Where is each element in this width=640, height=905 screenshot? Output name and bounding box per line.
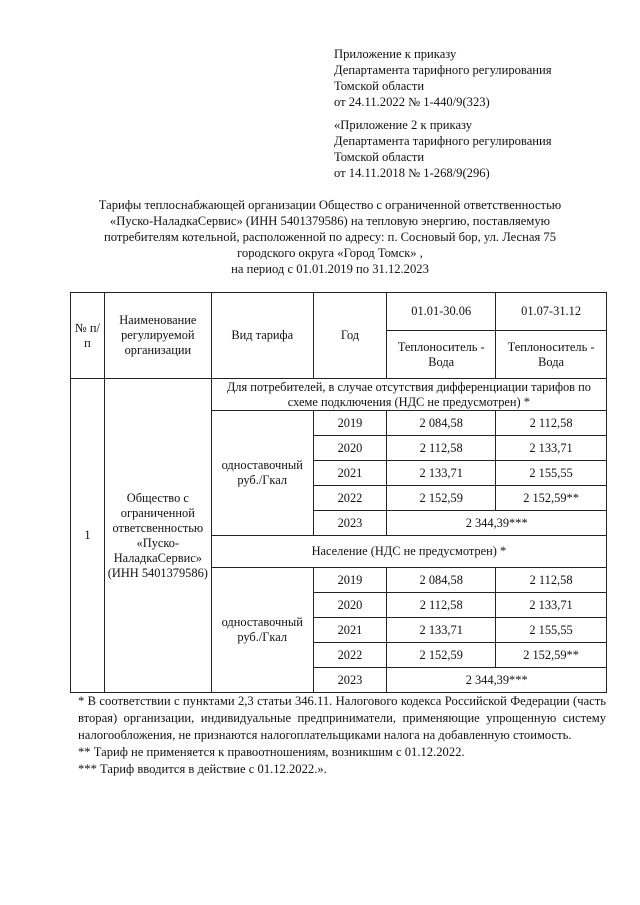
value-cell: 2 133,71 (387, 461, 496, 486)
year-cell: 2023 (313, 668, 387, 693)
value-cell: 2 112,58 (496, 568, 607, 593)
value-cell: 2 152,59 (387, 643, 496, 668)
footnote: * В соответствии с пунктами 2,3 статьи 346.11. Налогового кодекса Российской Федерации (часть вторая) организации, индивидуальные предприниматели, применяющие упрощенную систему налогообложения, не признаются налогоплательщиками налога на добавленную стоимость. (78, 694, 606, 742)
value-cell: 2 155,55 (496, 461, 607, 486)
line: Департамента тарифного регулирования (334, 134, 552, 148)
header-period-1: 01.01-30.06 (387, 293, 496, 331)
value-cell: 2 133,71 (496, 436, 607, 461)
line: Томской области (334, 79, 425, 93)
document-title (40, 197, 620, 277)
value-cell: 2 112,58 (387, 593, 496, 618)
footnotes (78, 693, 606, 778)
value-cell: 2 344,39*** (387, 511, 607, 536)
header-carrier-1: Теплоноситель - Вода (387, 331, 496, 379)
year-cell: 2022 (313, 643, 387, 668)
value-cell: 2 152,59** (496, 643, 607, 668)
tariff-type: одноставочный руб./Гкал (211, 411, 313, 536)
header-carrier-2: Теплоноситель - Вода (496, 331, 607, 379)
header-type: Вид тарифа (211, 293, 313, 379)
value-cell: 2 084,58 (387, 568, 496, 593)
tariff-type: одноставочный руб./Гкал (211, 568, 313, 693)
line: от 14.11.2018 № 1-268/9(296) (334, 166, 490, 180)
line: Томской области (334, 150, 425, 164)
header-org: Наименование регулируемой организации (104, 293, 211, 379)
year-cell: 2023 (313, 511, 387, 536)
value-cell: 2 112,58 (387, 436, 496, 461)
line: от 24.11.2022 № 1-440/9(323) (334, 95, 490, 109)
line: «Приложение 2 к приказу (334, 118, 473, 132)
value-cell: 2 152,59 (387, 486, 496, 511)
year-cell: 2022 (313, 486, 387, 511)
header-period-2: 01.07-31.12 (496, 293, 607, 331)
value-cell: 2 112,58 (496, 411, 607, 436)
header-year: Год (313, 293, 387, 379)
value-cell: 2 133,71 (496, 593, 607, 618)
title-line: «Пуско-НаладкаСервис» (ИНН 5401379586) на тепловую энергию, поставляемую (109, 214, 551, 228)
value-cell: 2 344,39*** (387, 668, 607, 693)
section-label: Для потребителей, в случае отсутствия дифференциации тарифов по схеме подключения (НДС не предусмотрен) * (211, 379, 606, 411)
title-line: городского округа «Город Томск» , (237, 246, 423, 260)
value-cell: 2 084,58 (387, 411, 496, 436)
value-cell: 2 133,71 (387, 618, 496, 643)
org-name: Общество с ограниченной ответсвенностью «Пуско-НаладкаСервис» (ИНН 5401379586) (104, 379, 211, 693)
appendix-order-2018 (334, 117, 552, 181)
value-cell: 2 155,55 (496, 618, 607, 643)
value-cell: 2 152,59** (496, 486, 607, 511)
header-num: № п/п (71, 293, 105, 379)
footnote: *** Тариф вводится в действие с 01.12.2022.». (78, 762, 327, 776)
title-line: Тарифы теплоснабжающей организации Общество с ограниченной ответственностью (98, 198, 562, 212)
row-num: 1 (71, 379, 105, 693)
section-row (71, 379, 607, 411)
title-line: потребителям котельной, расположенной по адресу: п. Сосновый бор, ул. Лесная 75 (103, 230, 557, 244)
year-cell: 2021 (313, 461, 387, 486)
footnote: ** Тариф не применяется к правоотношениям, возникшим с 01.12.2022. (78, 745, 465, 759)
title-line: на период с 01.01.2019 по 31.12.2023 (231, 262, 429, 276)
year-cell: 2021 (313, 618, 387, 643)
line: Департамента тарифного регулирования (334, 63, 552, 77)
tariff-table (70, 292, 607, 693)
year-cell: 2020 (313, 593, 387, 618)
line: Приложение к приказу (334, 47, 457, 61)
year-cell: 2020 (313, 436, 387, 461)
year-cell: 2019 (313, 568, 387, 593)
appendix-order-2022 (334, 46, 552, 110)
year-cell: 2019 (313, 411, 387, 436)
section-label: Население (НДС не предусмотрен) * (211, 536, 606, 568)
